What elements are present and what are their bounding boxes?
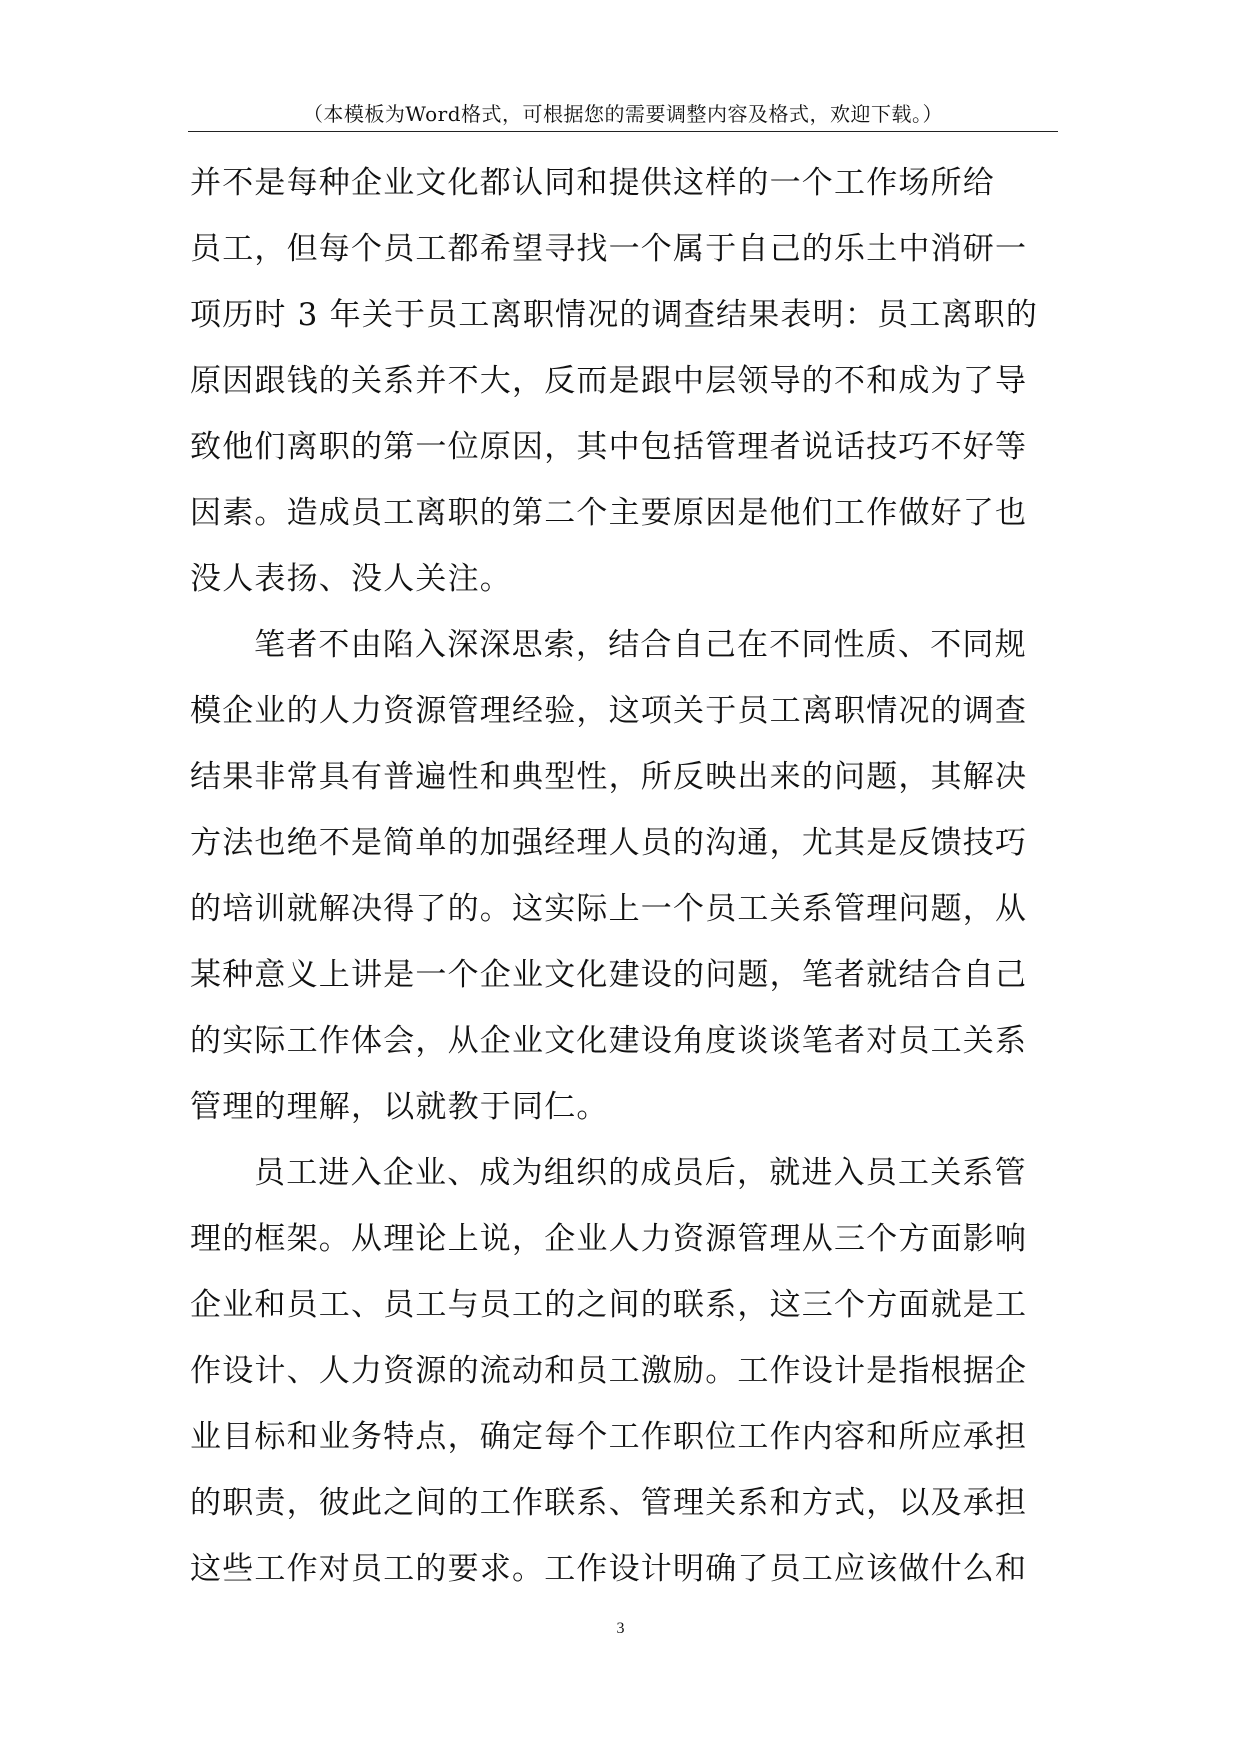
text-line: 项历时 3 年关于员工离职情况的调查结果表明：员工离职的 bbox=[190, 297, 1039, 333]
text-line: 业目标和业务特点，确定每个工作职位工作内容和所应承担 bbox=[190, 1419, 1028, 1455]
text-line: 的职责，彼此之间的工作联系、管理关系和方式，以及承担 bbox=[190, 1485, 1028, 1521]
text-line: 企业和员工、员工与员工的之间的联系，这三个方面就是工 bbox=[190, 1287, 1028, 1323]
text-line: 理的框架。从理论上说，企业人力资源管理从三个方面影响 bbox=[190, 1221, 1028, 1257]
page-number: 3 bbox=[616, 1620, 625, 1637]
text-line: 笔者不由陷入深深思索，结合自己在不同性质、不同规 bbox=[254, 627, 1027, 663]
text-line: 方法也绝不是简单的加强经理人员的沟通，尤其是反馈技巧 bbox=[190, 825, 1028, 861]
text-line: 原因跟钱的关系并不大，反而是跟中层领导的不和成为了导 bbox=[190, 363, 1028, 399]
text-line: 结果非常具有普遍性和典型性，所反映出来的问题，其解决 bbox=[190, 759, 1028, 795]
text-line: 员工进入企业、成为组织的成员后，就进入员工关系管 bbox=[254, 1155, 1027, 1191]
text-line: 因素。造成员工离职的第二个主要原因是他们工作做好了也 bbox=[190, 495, 1028, 531]
body-text bbox=[190, 150, 1060, 1602]
text-line: 管理的理解，以就教于同仁。 bbox=[190, 1089, 609, 1125]
text-line: 致他们离职的第一位原因，其中包括管理者说话技巧不好等 bbox=[190, 429, 1028, 465]
text-line: 的培训就解决得了的。这实际上一个员工关系管理问题，从 bbox=[190, 891, 1028, 927]
text-line: 模企业的人力资源管理经验，这项关于员工离职情况的调查 bbox=[190, 693, 1028, 729]
header-divider bbox=[188, 131, 1058, 132]
text-line: 并不是每种企业文化都认同和提供这样的一个工作场所给 bbox=[190, 165, 995, 201]
text-line: 某种意义上讲是一个企业文化建设的问题，笔者就结合自己 bbox=[190, 957, 1028, 993]
text-line: 作设计、人力资源的流动和员工激励。工作设计是指根据企 bbox=[190, 1353, 1028, 1389]
text-line: 员工，但每个员工都希望寻找一个属于自己的乐土中消研一 bbox=[190, 231, 1028, 267]
text-line: 没人表扬、没人关注。 bbox=[190, 561, 512, 597]
text-line: 的实际工作体会，从企业文化建设角度谈谈笔者对员工关系 bbox=[190, 1023, 1028, 1059]
page-header: （本模板为Word格式，可根据您的需要调整内容及格式，欢迎下载。） bbox=[302, 102, 944, 126]
text-line: 这些工作对员工的要求。工作设计明确了员工应该做什么和 bbox=[190, 1551, 1028, 1587]
